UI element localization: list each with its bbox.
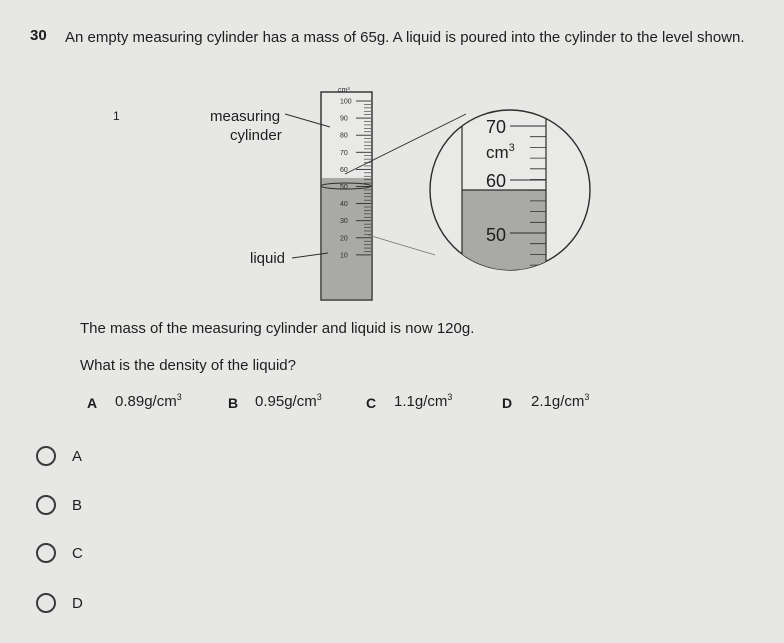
scale-unit: cm³ bbox=[338, 87, 350, 94]
mass-statement: The mass of the measuring cylinder and liquid is now 120g. bbox=[80, 320, 475, 337]
zoom-unit-exp: 3 bbox=[508, 142, 515, 154]
scale-tick-label: 10 bbox=[340, 252, 348, 260]
radio-button[interactable] bbox=[36, 446, 56, 466]
answer-label: D bbox=[72, 594, 83, 612]
option-b-value: $0.95g/cm^3$ bbox=[255, 392, 322, 410]
zoom-line-bottom bbox=[365, 234, 435, 255]
option-b-letter: B bbox=[228, 395, 239, 411]
question-prompt: What is the density of the liquid? bbox=[80, 357, 296, 374]
scale-tick-label: 70 bbox=[340, 149, 348, 157]
radio-button[interactable] bbox=[36, 593, 56, 613]
option-d-value: $2.1g/cm^3$ bbox=[531, 392, 590, 410]
label-cylinder: cylinder bbox=[230, 127, 282, 144]
question-text: An empty measuring cylinder has a mass of 65g. A liquid is poured into the cylinder to the level shown. bbox=[65, 29, 745, 46]
label-measuring: measuring bbox=[210, 108, 281, 125]
answer-label: C bbox=[72, 544, 83, 562]
scale-tick-label: 30 bbox=[340, 218, 348, 226]
option-c-letter: C bbox=[366, 395, 377, 411]
scale-tick-label: 60 bbox=[340, 166, 348, 174]
scale-tick-label: 40 bbox=[340, 201, 348, 209]
zoom-label-50: 50 bbox=[486, 225, 507, 245]
zoom-label-70: 70 bbox=[486, 117, 507, 137]
radio-button[interactable] bbox=[36, 543, 56, 563]
scale-tick-label: 20 bbox=[340, 235, 348, 243]
zoom-unit-base: cm bbox=[486, 143, 509, 162]
option-c-value: $1.1g/cm^3$ bbox=[394, 392, 453, 410]
label-liquid: liquid bbox=[250, 250, 286, 267]
option-a-letter: A bbox=[87, 395, 98, 411]
answer-option-b[interactable] bbox=[36, 495, 82, 515]
cylinder-diagram bbox=[0, 0, 784, 320]
scale-tick-label: 100 bbox=[340, 98, 352, 106]
radio-button[interactable] bbox=[36, 495, 56, 515]
scale-tick-label: 90 bbox=[340, 115, 348, 123]
zoom-label-60: 60 bbox=[486, 171, 507, 191]
answer-label: A bbox=[72, 447, 83, 465]
answer-label: B bbox=[72, 496, 83, 514]
question-number: 30 bbox=[30, 27, 47, 44]
scale-tick-label: 50 bbox=[340, 184, 348, 191]
scale-tick-label: 80 bbox=[340, 132, 348, 140]
option-a-value: $0.89g/cm^3$ bbox=[115, 392, 182, 410]
option-d-letter: D bbox=[502, 395, 513, 411]
answer-option-d[interactable] bbox=[36, 593, 83, 613]
margin-mark: 1 bbox=[113, 109, 120, 123]
answer-option-a[interactable] bbox=[36, 446, 82, 466]
answer-option-c[interactable] bbox=[36, 543, 83, 563]
